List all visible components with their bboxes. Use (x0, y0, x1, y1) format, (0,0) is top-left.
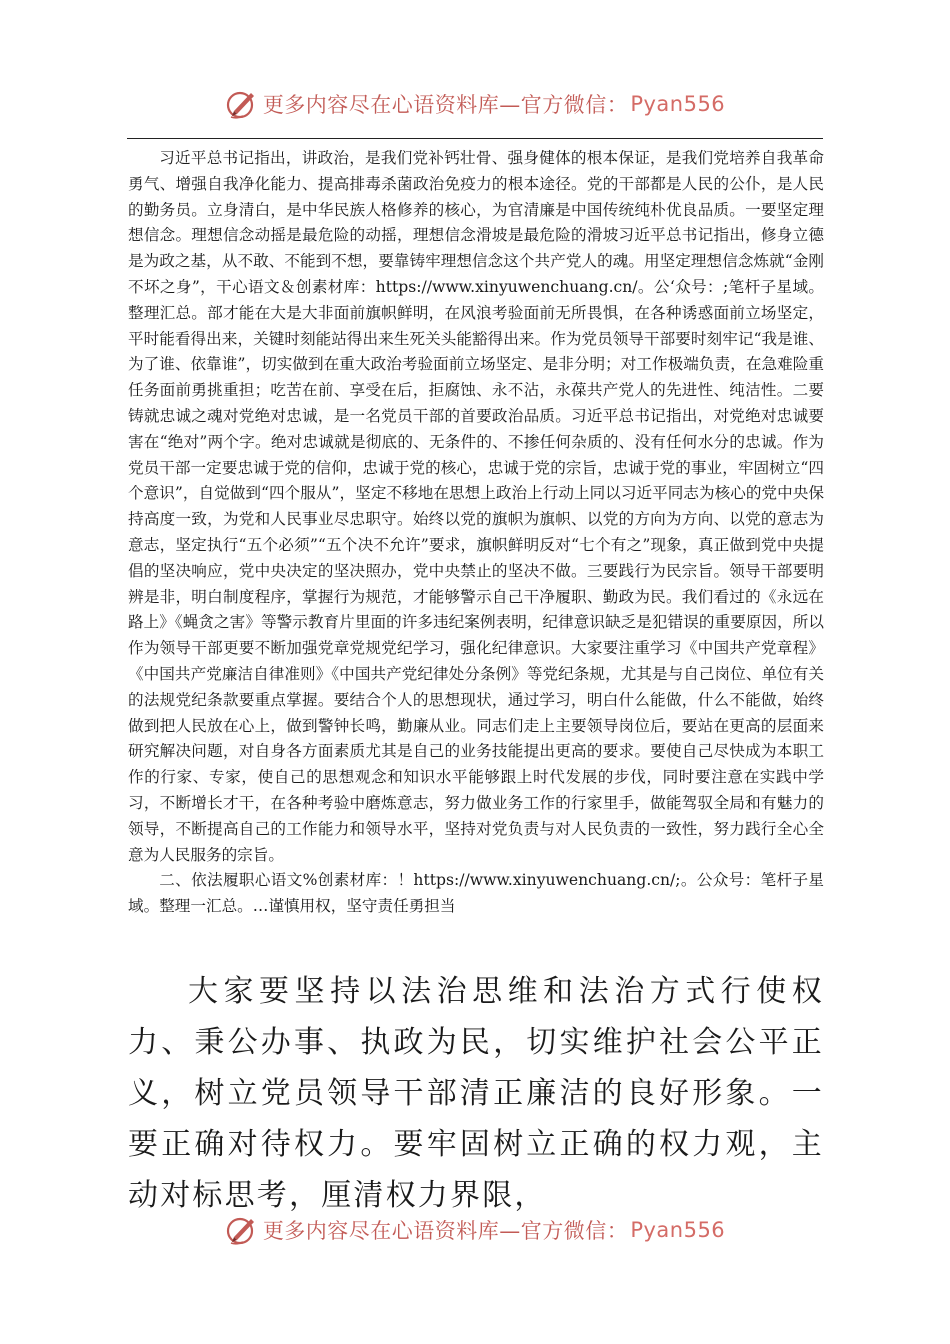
header-banner (0, 84, 950, 124)
body-paragraph-2: 二、依法履职心语文%创素材库：！https://www.xinyuwenchuang.cn/;。公众号：笔杆子星域。整理一汇总。…谨慎用权，坚守责任勇担当 (128, 871, 824, 916)
body-paragraph-1: 习近平总书记指出，讲政治，是我们党补钙壮骨、强身健体的根本保证，是我们党培养自我革命勇气、增强自我净化能力、提高排毒杀菌政治免疫力的根本途径。党的干部都是人民的公仆，是人民的勤务员。立身清白，是中华民族人格修养的核心，为官清廉是中国传统纯朴优良品质。一要坚定理想信念。理想信念动摇是最危险的动摇，理想信念滑坡是最危险的滑坡习近平总书记指出，修身立德是为政之基，从不敢、不能到不想，要靠铸牢理想信念这个共产党人的魂。用坚定理想信念炼就“金刚不坏之身”，干心语文＆创素材库：https://www.xinyuwenchuang.cn/。公‘众号：;笔杆子星域。整理汇总。部才能在大是大非面前旗帜鲜明，在风浪考验面前无所畏惧，在各种诱惑面前立场坚定，平时能看得出来，关键时刻能站得出来生死关头能豁得出来。作为党员领导干部要时刻牢记“我是谁、为了谁、依靠谁”，切实做到在重大政治考验面前立场坚定、是非分明；对工作极端负责，在急难险重任务面前勇挑重担；吃苦在前、享受在后，拒腐蚀、永不沾，永葆共产党人的先进性、纯洁性。二要铸就忠诚之魂对党绝对忠诚，是一名党员干部的首要政治品质。习近平总书记指出，对党绝对忠诚要害在“绝对”两个字。绝对忠诚就是彻底的、无条件的、不掺任何杂质的、没有任何水分的忠诚。作为党员干部一定要忠诚于党的信仰，忠诚于党的核心，忠诚于党的宗旨，忠诚于党的事业，牢固树立“四个意识”，自觉做到“四个服从”，坚定不移地在思想上政治上行动上同以习近平同志为核心的党中央保持高度一致，为党和人民事业尽忠职守。始终以党的旗帜为旗帜、以党的方向为方向、以党的意志为意志，坚定执行“五个必须”“五个决不允许”要求，旗帜鲜明反对“七个有之”现象，真正做到党中央提倡的坚决响应，党中央决定的坚决照办，党中央禁止的坚决不做。三要践行为民宗旨。领导干部要明辨是非，明白制度程序，掌握行为规范，才能够警示自己干净履职、勤政为民。我们看过的《永远在路上》《蝇贪之害》等警示教育片里面的许多违纪案例表明，纪律意识缺乏是犯错误的重要原因，所以作为领导干部更要不断加强党章党规党纪学习，强化纪律意识。大家要注重学习《中国共产党章程》《中国共产党廉洁自律准则》《中国共产党纪律处分条例》等党纪条规，尤其是与自己岗位、单位有关的法规党纪条款要重点掌握。要结合个人的思想现状，通过学习，明白什么能做，什么不能做，始终做到把人民放在心上，做到警钟长鸣，勤廉从业。同志们走上主要领导岗位后，要站在更高的层面来研究解决问题，对自身各方面素质尤其是自己的业务技能提出更高的要求。要使自己尽快成为本职工作的行家、专家，使自己的思想观念和知识水平能够跟上时代发展的步伐，同时要注意在实践中学习，不断增长才干，在各种考验中磨炼意志，努力做业务工作的行家里手，做能驾驭全局和有魅力的领导，不断提高自己的工作能力和领导水平，坚持对党负责与对人民负责的一致性，努力践行全心全意为人民服务的宗旨。 (128, 149, 824, 864)
pen-logo-icon (225, 87, 259, 121)
pen-logo-icon (225, 1213, 259, 1247)
footer-banner (0, 1210, 950, 1250)
footer-banner-id: Pyan556 (630, 1218, 726, 1242)
header-divider (127, 138, 823, 139)
body-paragraph-large: 大家要坚持以法治思维和法治方式行使权力、秉公办事、执政为民，切实维护社会公平正义，树立党员领导干部清正廉洁的良好形象。一要正确对待权力。要牢固树立正确的权力观，主动对标思考，厘清权力界限， (128, 974, 824, 1213)
footer-banner-text: 更多内容尽在心语资料库—官方微信： (262, 1219, 629, 1243)
document-body (128, 146, 824, 920)
header-banner-text: 更多内容尽在心语资料库—官方微信： (262, 93, 629, 117)
header-banner-id: Pyan556 (630, 92, 726, 116)
document-large-section (128, 966, 824, 1221)
